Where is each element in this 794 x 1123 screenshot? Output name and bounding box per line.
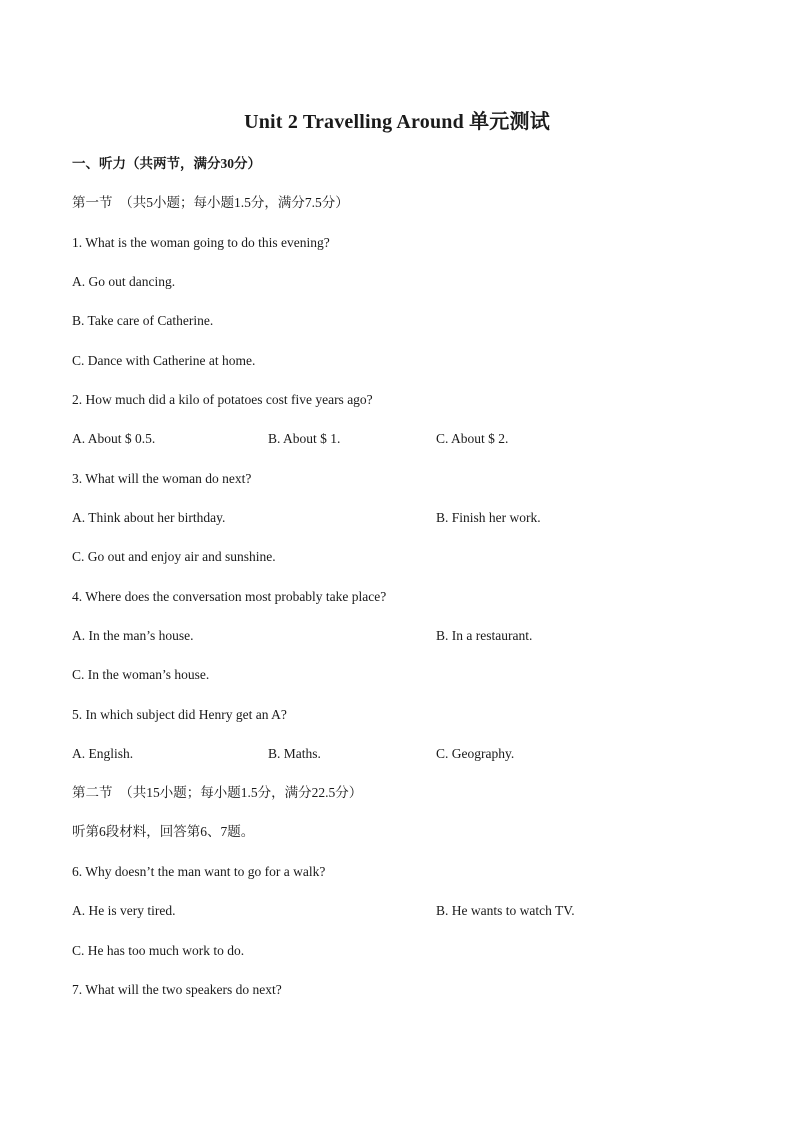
q5-option-a: A. English. <box>72 746 134 761</box>
q2-option-b: B. About $ 1. <box>268 431 341 446</box>
question-6: 6. Why doesn’t the man want to go for a walk? <box>72 864 326 879</box>
q5-option-c: C. Geography. <box>436 746 515 761</box>
q5-option-b: B. Maths. <box>268 746 321 761</box>
q4-option-a: A. In the man’s house. <box>72 628 194 643</box>
section2-heading: 第二节 （共15小题；每小题1.5分，满分22.5分） <box>72 785 363 800</box>
q3-option-b: B. Finish her work. <box>436 510 541 525</box>
q6-option-a: A. He is very tired. <box>72 903 176 918</box>
q3-option-c: C. Go out and enjoy air and sunshine. <box>72 549 276 564</box>
q3-option-a: A. Think about her birthday. <box>72 510 226 525</box>
q2-option-c: C. About $ 2. <box>436 431 509 446</box>
question-3: 3. What will the woman do next? <box>72 471 252 486</box>
q6-option-c: C. He has too much work to do. <box>72 943 245 958</box>
q1-option-a: A. Go out dancing. <box>72 274 176 289</box>
q1-option-c: C. Dance with Catherine at home. <box>72 353 256 368</box>
page-title: Unit 2 Travelling Around 单元测试 <box>244 111 550 133</box>
part1-heading: 一、听力（共两节，满分30分） <box>72 156 261 171</box>
q4-option-b: B. In a restaurant. <box>436 628 533 643</box>
question-7: 7. What will the two speakers do next? <box>72 982 282 997</box>
question-1: 1. What is the woman going to do this evening? <box>72 235 330 250</box>
section1-heading: 第一节 （共5小题；每小题1.5分，满分7.5分） <box>72 195 349 210</box>
q1-option-b: B. Take care of Catherine. <box>72 313 214 328</box>
question-4: 4. Where does the conversation most probably take place? <box>72 589 387 604</box>
q2-option-a: A. About $ 0.5. <box>72 431 156 446</box>
question-2: 2. How much did a kilo of potatoes cost five years ago? <box>72 392 373 407</box>
question-5: 5. In which subject did Henry get an A? <box>72 707 287 722</box>
instruction-6-7: 听第6段材料，回答第6、7题。 <box>72 824 255 839</box>
q6-option-b: B. He wants to watch TV. <box>436 903 575 918</box>
q4-option-c: C. In the woman’s house. <box>72 667 210 682</box>
